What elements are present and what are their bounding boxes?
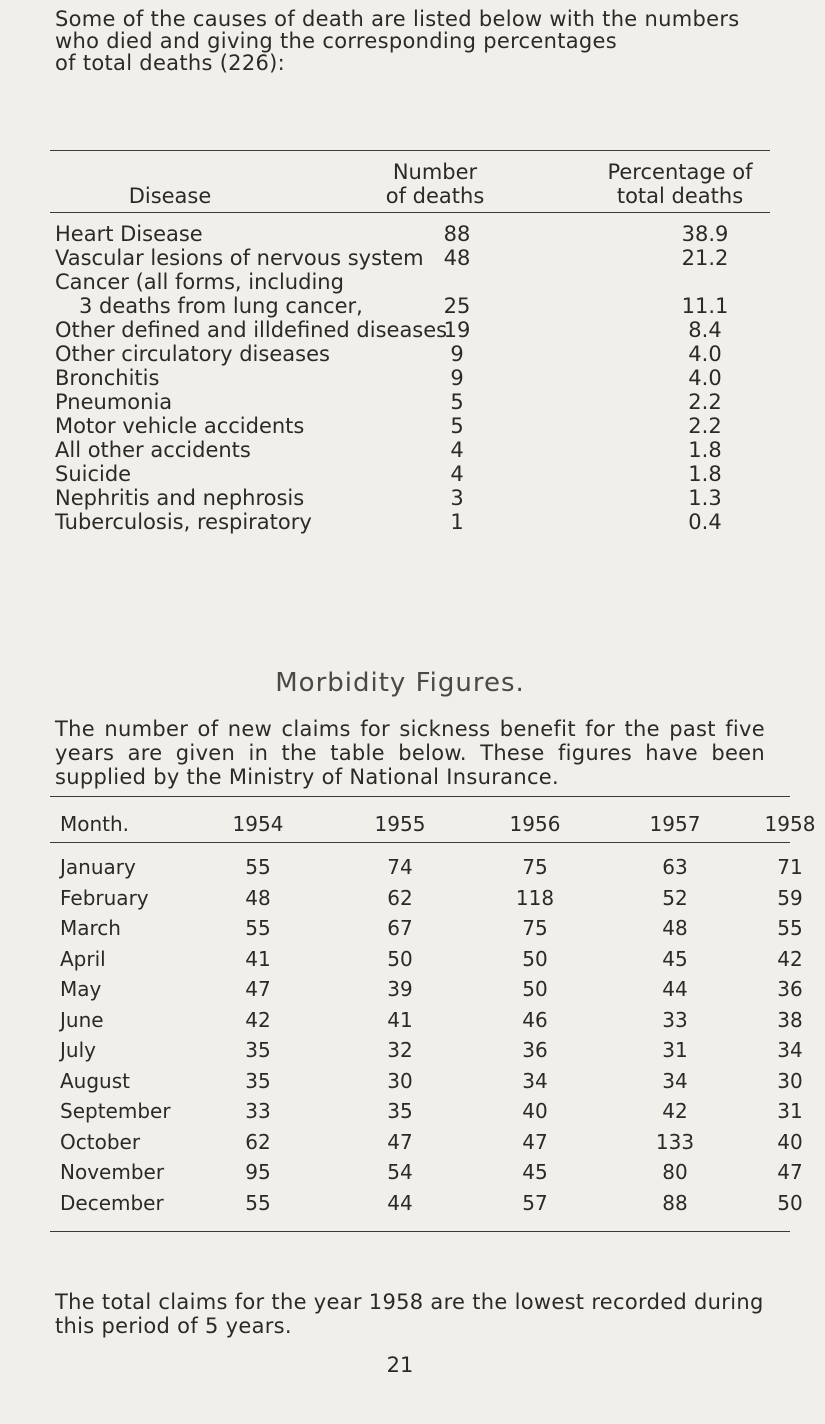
claim-count: 33 bbox=[245, 1099, 271, 1123]
table2-header-rule bbox=[50, 842, 790, 843]
claim-count: 36 bbox=[522, 1038, 548, 1062]
morbidity-row bbox=[55, 1160, 803, 1184]
deaths-table-row bbox=[55, 438, 775, 462]
disease-name: Heart Disease bbox=[55, 222, 203, 246]
claim-count: 33 bbox=[662, 1007, 688, 1032]
death-percentage: 1.8 bbox=[688, 438, 722, 462]
disease-name: Cancer (all forms, including bbox=[55, 270, 344, 294]
month-name: October bbox=[60, 1129, 141, 1154]
claim-count: 71 bbox=[777, 855, 803, 879]
claim-count: 55 bbox=[245, 1190, 271, 1215]
claim-count: 62 bbox=[245, 1129, 271, 1154]
death-count: 48 bbox=[443, 246, 471, 270]
morbidity-row bbox=[55, 1007, 803, 1032]
claim-count: 32 bbox=[387, 1038, 413, 1062]
header-number bbox=[380, 160, 490, 208]
morbidity-title: Morbidity Figures. bbox=[275, 668, 525, 698]
claim-count: 50 bbox=[522, 946, 548, 971]
claim-count: 47 bbox=[522, 1129, 548, 1154]
death-percentage: 21.2 bbox=[681, 246, 729, 270]
table1-top-rule bbox=[50, 150, 770, 151]
deaths-table-row bbox=[55, 366, 775, 390]
claim-count: 44 bbox=[387, 1190, 413, 1215]
header-percentage-line2: total deaths bbox=[616, 184, 744, 208]
header-year: 1958 bbox=[764, 812, 816, 836]
deaths-table-row bbox=[55, 486, 775, 510]
claim-count: 31 bbox=[777, 1099, 803, 1123]
morbidity-row bbox=[55, 946, 803, 971]
disease-name: Motor vehicle accidents bbox=[55, 414, 305, 438]
month-name: January bbox=[60, 855, 136, 879]
deaths-table-row bbox=[55, 294, 775, 318]
claim-count: 48 bbox=[245, 885, 271, 910]
death-percentage: 4.0 bbox=[688, 366, 722, 390]
claim-count: 45 bbox=[662, 946, 688, 971]
deaths-table-row bbox=[55, 510, 775, 534]
claim-count: 52 bbox=[662, 885, 688, 910]
claim-count: 47 bbox=[245, 977, 271, 1001]
death-count: 4 bbox=[450, 462, 464, 486]
month-name: May bbox=[60, 977, 102, 1001]
claim-count: 40 bbox=[777, 1129, 803, 1154]
death-count: 5 bbox=[450, 390, 464, 414]
claim-count: 50 bbox=[387, 946, 413, 971]
death-percentage: 1.3 bbox=[688, 486, 722, 510]
intro-line-1: Some of the causes of death are listed below with the numbers who died and giving the corresponding percentages bbox=[55, 7, 740, 53]
intro-line-2: of total deaths (226): bbox=[55, 51, 286, 75]
claim-count: 42 bbox=[777, 946, 803, 971]
month-name: August bbox=[60, 1068, 130, 1093]
deaths-table-row bbox=[55, 414, 775, 438]
morbidity-row bbox=[55, 855, 803, 879]
death-count: 5 bbox=[450, 414, 464, 438]
death-percentage: 2.2 bbox=[688, 414, 722, 438]
claim-count: 50 bbox=[522, 977, 548, 1001]
header-disease: Disease bbox=[128, 184, 212, 208]
claim-count: 50 bbox=[777, 1190, 803, 1215]
header-year: 1955 bbox=[374, 812, 426, 836]
death-count: 3 bbox=[450, 486, 464, 510]
claim-count: 48 bbox=[662, 916, 688, 940]
claim-count: 55 bbox=[245, 916, 271, 940]
disease-name: Nephritis and nephrosis bbox=[55, 486, 305, 510]
claim-count: 35 bbox=[245, 1038, 271, 1062]
claim-count: 35 bbox=[387, 1099, 413, 1123]
claim-count: 30 bbox=[777, 1068, 803, 1093]
death-percentage: 8.4 bbox=[688, 318, 722, 342]
claim-count: 80 bbox=[662, 1160, 688, 1184]
deaths-table-row bbox=[55, 270, 775, 294]
deaths-table-row bbox=[55, 390, 775, 414]
header-year: 1954 bbox=[232, 812, 284, 836]
claim-count: 75 bbox=[522, 916, 548, 940]
table2-bottom-rule bbox=[50, 1231, 790, 1232]
claim-count: 62 bbox=[387, 885, 413, 910]
death-count: 25 bbox=[443, 294, 471, 318]
morbidity-row bbox=[55, 1068, 803, 1093]
claim-count: 41 bbox=[387, 1007, 413, 1032]
claim-count: 41 bbox=[245, 946, 271, 971]
claim-count: 36 bbox=[777, 977, 803, 1001]
claim-count: 39 bbox=[387, 977, 413, 1001]
claim-count: 88 bbox=[662, 1190, 688, 1215]
claim-count: 55 bbox=[777, 916, 803, 940]
claim-count: 34 bbox=[777, 1038, 803, 1062]
claim-count: 95 bbox=[245, 1160, 271, 1184]
deaths-table-row bbox=[55, 246, 775, 270]
month-name: September bbox=[60, 1099, 171, 1123]
table2-top-rule bbox=[50, 796, 790, 797]
morbidity-row bbox=[55, 1038, 803, 1062]
morbidity-row bbox=[55, 1129, 803, 1154]
death-percentage: 1.8 bbox=[688, 462, 722, 486]
month-name: February bbox=[60, 885, 149, 910]
claim-count: 40 bbox=[522, 1099, 548, 1123]
death-percentage: 2.2 bbox=[688, 390, 722, 414]
death-count: 9 bbox=[450, 366, 464, 390]
claim-count: 59 bbox=[777, 885, 803, 910]
disease-name: Pneumonia bbox=[55, 390, 173, 414]
month-name: July bbox=[60, 1038, 96, 1062]
morbidity-row bbox=[55, 885, 803, 910]
claim-count: 57 bbox=[522, 1190, 548, 1215]
disease-name: 3 deaths from lung cancer, bbox=[79, 294, 363, 318]
claim-count: 35 bbox=[245, 1068, 271, 1093]
claim-count: 46 bbox=[522, 1007, 548, 1032]
claim-count: 44 bbox=[662, 977, 688, 1001]
header-year: 1957 bbox=[649, 812, 701, 836]
death-percentage: 38.9 bbox=[681, 222, 729, 246]
morbidity-header bbox=[55, 812, 816, 836]
morbidity-intro: The number of new claims for sickness benefit for the past five years are given in the table below. These figures have been supplied by the Ministry of National Insurance. bbox=[55, 717, 765, 789]
month-name: June bbox=[60, 1007, 104, 1032]
header-number-line1: Number bbox=[392, 160, 478, 184]
death-count: 1 bbox=[450, 510, 464, 534]
claim-count: 30 bbox=[387, 1068, 413, 1093]
claim-count: 45 bbox=[522, 1160, 548, 1184]
month-name: March bbox=[60, 916, 121, 940]
month-name: November bbox=[60, 1160, 165, 1184]
claim-count: 74 bbox=[387, 855, 413, 879]
header-year: 1956 bbox=[509, 812, 561, 836]
claim-count: 118 bbox=[515, 885, 555, 910]
deaths-table-row bbox=[55, 462, 775, 486]
disease-name: Vascular lesions of nervous system bbox=[55, 246, 424, 270]
closing-paragraph: The total claims for the year 1958 are the lowest recorded during this period of 5 years. bbox=[55, 1290, 764, 1338]
header-month: Month. bbox=[60, 812, 130, 836]
intro-paragraph bbox=[55, 8, 765, 74]
month-name: December bbox=[60, 1190, 164, 1215]
page-number: 21 bbox=[386, 1353, 414, 1377]
morbidity-row bbox=[55, 1190, 803, 1215]
morbidity-row bbox=[55, 1099, 803, 1123]
death-count: 88 bbox=[443, 222, 471, 246]
disease-name: Other circulatory diseases bbox=[55, 342, 330, 366]
disease-name: Suicide bbox=[55, 462, 132, 486]
claim-count: 38 bbox=[777, 1007, 803, 1032]
claim-count: 75 bbox=[522, 855, 548, 879]
disease-name: Bronchitis bbox=[55, 366, 160, 390]
header-number-line2: of deaths bbox=[385, 184, 485, 208]
claim-count: 55 bbox=[245, 855, 271, 879]
claim-count: 42 bbox=[245, 1007, 271, 1032]
table1-header-rule bbox=[50, 212, 770, 213]
claim-count: 42 bbox=[662, 1099, 688, 1123]
claim-count: 54 bbox=[387, 1160, 413, 1184]
disease-name: Other defined and illdefined diseases bbox=[55, 318, 448, 342]
claim-count: 31 bbox=[662, 1038, 688, 1062]
disease-name: All other accidents bbox=[55, 438, 251, 462]
disease-name: Tuberculosis, respiratory bbox=[55, 510, 312, 534]
claim-count: 47 bbox=[387, 1129, 413, 1154]
death-percentage: 11.1 bbox=[681, 294, 729, 318]
morbidity-row bbox=[55, 977, 803, 1001]
claim-count: 63 bbox=[662, 855, 688, 879]
death-percentage: 4.0 bbox=[688, 342, 722, 366]
claim-count: 67 bbox=[387, 916, 413, 940]
claim-count: 47 bbox=[777, 1160, 803, 1184]
death-count: 4 bbox=[450, 438, 464, 462]
header-percentage-line1: Percentage of bbox=[607, 160, 753, 184]
morbidity-row bbox=[55, 916, 803, 940]
deaths-table-row bbox=[55, 318, 775, 342]
claim-count: 34 bbox=[662, 1068, 688, 1093]
death-percentage: 0.4 bbox=[688, 510, 722, 534]
deaths-table-row bbox=[55, 222, 775, 246]
claim-count: 34 bbox=[522, 1068, 548, 1093]
header-percentage bbox=[580, 160, 780, 208]
death-count: 9 bbox=[450, 342, 464, 366]
claim-count: 133 bbox=[655, 1129, 695, 1154]
death-count: 19 bbox=[443, 318, 471, 342]
month-name: April bbox=[60, 946, 106, 971]
deaths-table-row bbox=[55, 342, 775, 366]
